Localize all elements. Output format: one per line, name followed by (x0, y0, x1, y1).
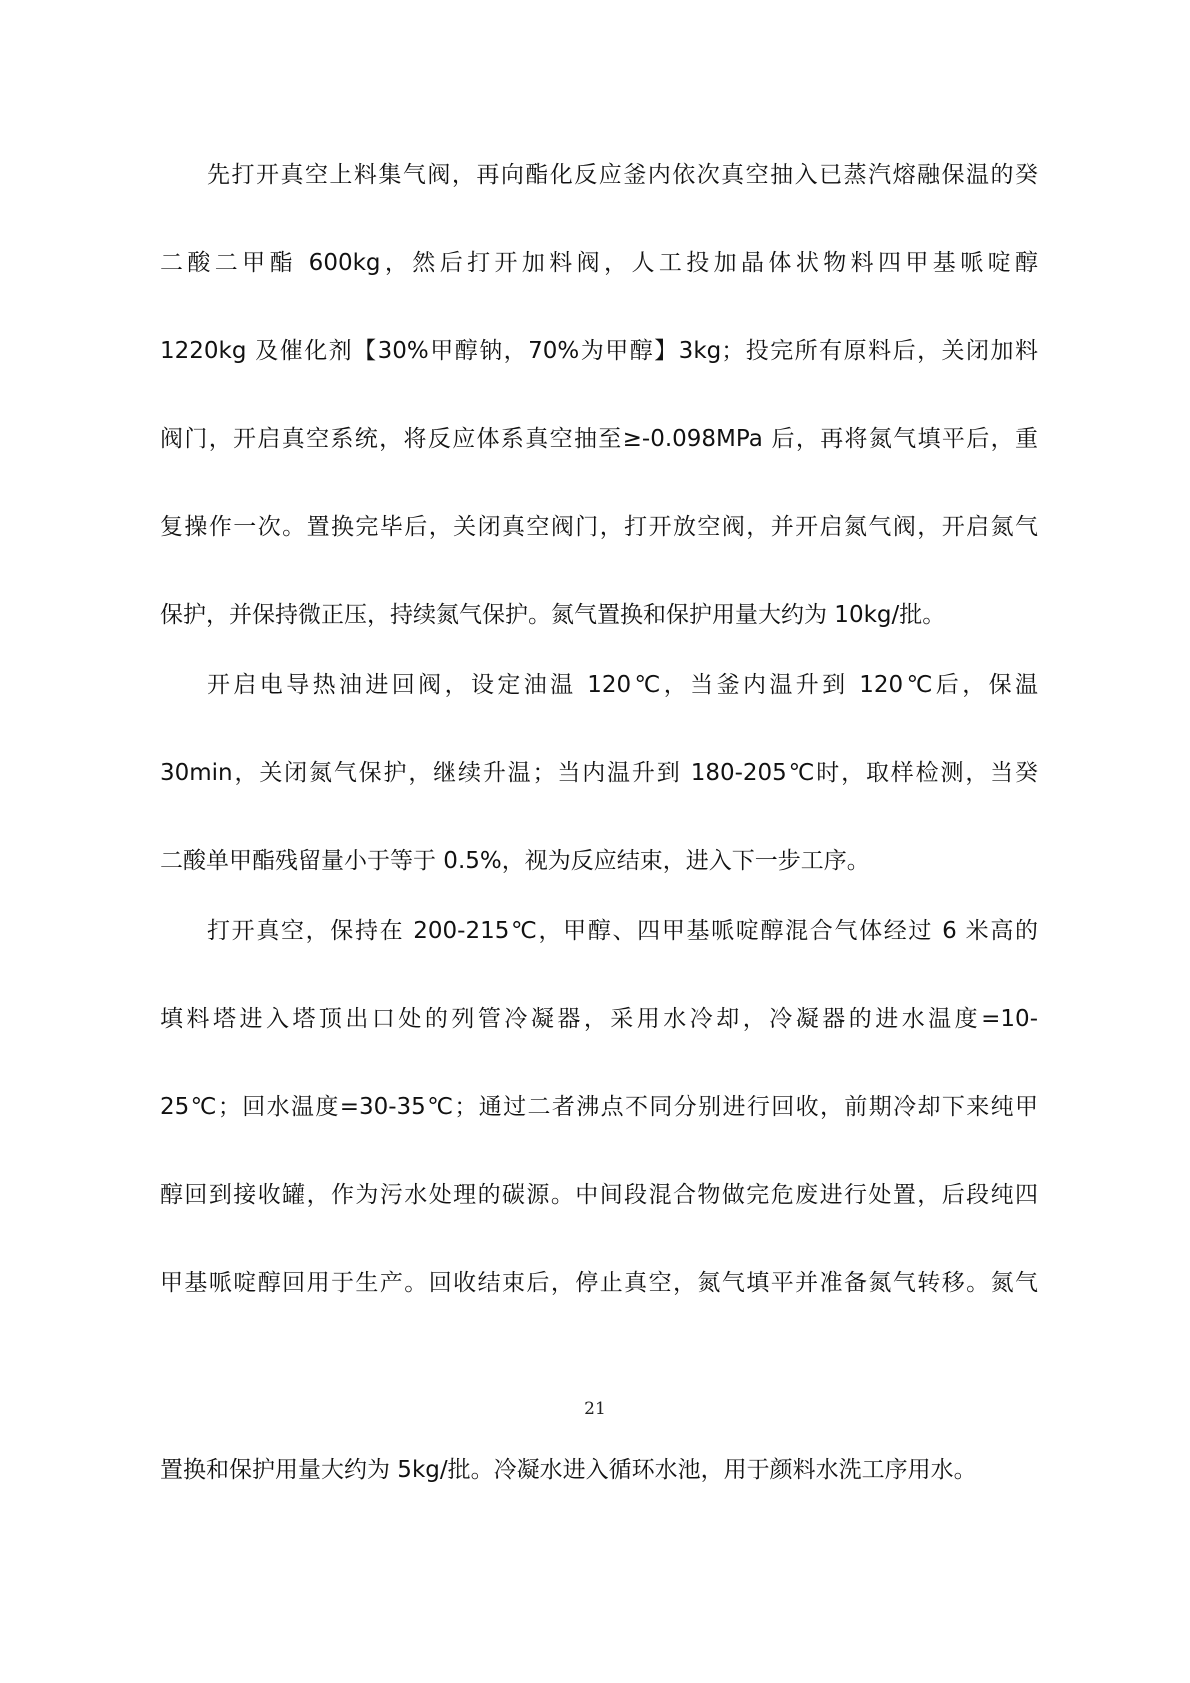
paragraph-1-line-5: 复操作一次。置换完毕后，关闭真空阀门，打开放空阀，并开启氮气阀，开启氮气 (160, 514, 1038, 540)
paragraph-1-line-2: 二酸二甲酯 600kg，然后打开加料阀，人工投加晶体状物料四甲基哌啶醇 (160, 250, 1038, 276)
paragraph-3-line-1: 打开真空，保持在 200-215℃，甲醇、四甲基哌啶醇混合气体经过 6 米高的 (207, 918, 1038, 944)
paragraph-1-line-6: 保护，并保持微正压，持续氮气保护。氮气置换和保护用量大约为 10kg/批。 (160, 602, 946, 628)
page-number: 21 (584, 1399, 606, 1419)
paragraph-1-line-3: 1220kg 及催化剂【30%甲醇钠，70%为甲醇】3kg；投完所有原料后，关闭加料 (160, 338, 1038, 364)
paragraph-1-line-4: 阀门，开启真空系统，将反应体系真空抽至≥-0.098MPa 后，再将氮气填平后，重 (160, 426, 1038, 452)
paragraph-3-line-4: 醇回到接收罐，作为污水处理的碳源。中间段混合物做完危废进行处置，后段纯四 (160, 1182, 1038, 1208)
paragraph-3-line-3: 25℃；回水温度=30-35℃；通过二者沸点不同分别进行回收，前期冷却下来纯甲 (160, 1094, 1038, 1120)
paragraph-3-line-2: 填料塔进入塔顶出口处的列管冷凝器，采用水冷却，冷凝器的进水温度=10- (160, 1006, 1038, 1032)
paragraph-2-line-3: 二酸单甲酯残留量小于等于 0.5%，视为反应结束，进入下一步工序。 (160, 848, 870, 874)
paragraph-3-line-5: 甲基哌啶醇回用于生产。回收结束后，停止真空，氮气填平并准备氮气转移。氮气 (160, 1270, 1038, 1296)
paragraph-3-line-6: 置换和保护用量大约为 5kg/批。冷凝水进入循环水池，用于颜料水洗工序用水。 (160, 1457, 977, 1483)
paragraph-1-line-1: 先打开真空上料集气阀，再向酯化反应釜内依次真空抽入已蒸汽熔融保温的癸 (207, 162, 1038, 188)
paragraph-2-line-2: 30min，关闭氮气保护，继续升温；当内温升到 180-205℃时，取样检测，当癸 (160, 760, 1038, 786)
paragraph-2-line-1: 开启电导热油进回阀，设定油温 120℃，当釜内温升到 120℃后，保温 (207, 672, 1038, 698)
